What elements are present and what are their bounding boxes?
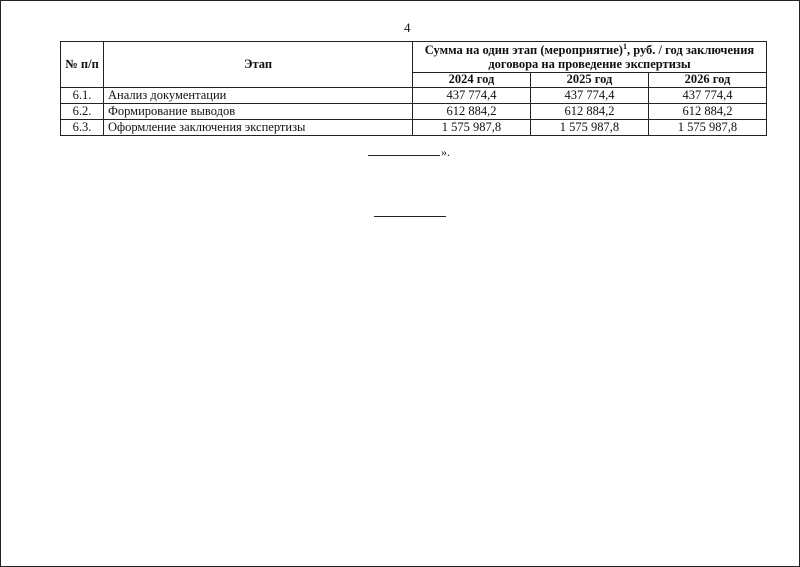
row-value: 437 774,4 — [648, 88, 766, 104]
closing-quote — [368, 145, 450, 160]
row-value: 612 884,2 — [530, 104, 648, 120]
closing-quote-text: ». — [441, 145, 450, 159]
row-value: 1 575 987,8 — [530, 120, 648, 136]
sum-header-text: Сумма на один этап (мероприятие) — [424, 43, 623, 58]
column-header-year: 2024 год — [413, 73, 531, 88]
page-number: 4 — [404, 20, 411, 35]
closing-underline — [368, 155, 440, 156]
row-number: 6.2. — [61, 104, 104, 120]
footnote-marker: 1 — [622, 42, 627, 52]
table-row — [61, 104, 767, 120]
table-row — [61, 120, 767, 136]
sum-header-tail: , руб. / год заключения договора на проведение экспертизы — [488, 43, 755, 71]
column-header-number: № п/п — [61, 42, 104, 88]
row-value: 1 575 987,8 — [648, 120, 766, 136]
column-header-year: 2026 год — [648, 73, 766, 88]
row-number: 6.3. — [61, 120, 104, 136]
table-header-row — [61, 42, 767, 73]
row-value: 437 774,4 — [413, 88, 531, 104]
column-header-sum — [413, 42, 767, 73]
row-stage: Формирование выводов — [104, 104, 413, 120]
row-value: 437 774,4 — [530, 88, 648, 104]
row-value: 612 884,2 — [648, 104, 766, 120]
row-value: 1 575 987,8 — [413, 120, 531, 136]
table-row — [61, 88, 767, 104]
row-number: 6.1. — [61, 88, 104, 104]
row-stage: Оформление заключения экспертизы — [104, 120, 413, 136]
column-header-year: 2025 год — [530, 73, 648, 88]
row-stage: Анализ документации — [104, 88, 413, 104]
expertise-cost-table — [60, 41, 767, 136]
column-header-stage: Этап — [104, 42, 413, 88]
row-value: 612 884,2 — [413, 104, 531, 120]
end-rule — [374, 216, 446, 217]
